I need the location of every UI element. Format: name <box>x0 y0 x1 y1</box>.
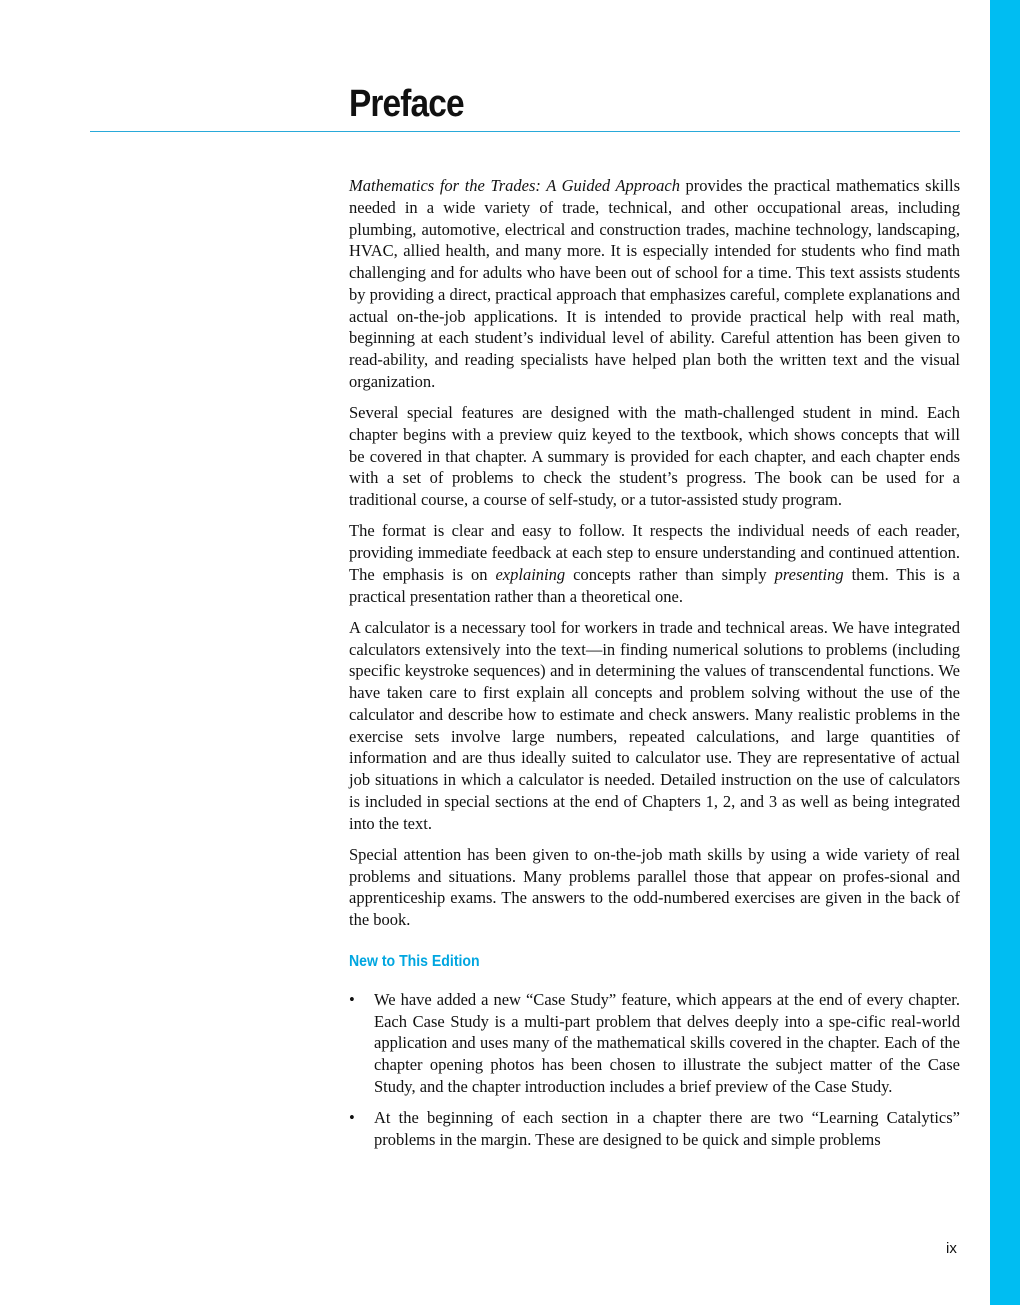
paragraph-on-the-job: Special attention has been given to on-the-job math skills by using a wide variety of real problems and situations. Many problems parallel those that appear on profes-sional and apprenticeship exams. The answers to the odd-numbered exercises are given in the back of the book. <box>349 844 960 929</box>
page-title: Preface <box>349 83 464 125</box>
new-edition-list <box>349 989 960 1151</box>
paragraph-format <box>349 520 960 607</box>
preface-body <box>349 175 960 1160</box>
paragraph-intro-text: provides the practical mathematics skills needed in a wide variety of trade, technical, and other occupational areas, including plumbing, automotive, electrical and construction trades, machine technology, landscaping, HVAC, allied health, and many more. It is especially intended for students who find math challenging and for adults who have been out of school for a time. This text assists students by providing a direct, practical approach that emphasizes careful, complete explanations and actual on-the-job applications. It is intended to provide practical help with real math, beginning at each student’s individual level of ability. Careful attention has been given to read-ability, and reading specialists have helped plan both the written text and the visual organization. <box>349 176 960 391</box>
bullet-icon: • <box>349 989 355 1009</box>
side-accent-bar <box>990 0 1020 1305</box>
bullet-icon: • <box>349 1108 355 1127</box>
paragraph-format-text-2: concepts rather than simply <box>565 564 775 584</box>
title-rule <box>90 131 960 132</box>
list-item-text: At the beginning of each section in a chapter there are two “Learning Catalytics” problems in the margin. These are designed to be quick and simple problems <box>374 1108 960 1149</box>
paragraph-features: Several special features are designed with the math-challenged student in mind. Each chapter begins with a preview quiz keyed to the textbook, which shows concepts that will be covered in that chapter. A summary is provided for each chapter, and each chapter ends with a set of problems to check the student’s progress. The book can be used for a traditional course, a course of self-study, or a tutor-assisted study program. <box>349 403 960 509</box>
list-item <box>349 989 960 1098</box>
list-item-text: We have added a new “Case Study” feature, which appears at the end of every chapter. Each Case Study is a multi-part problem that delves deeply into a spe-cific real-world application and uses many of the mathematical skills covered in the chapter. Each of the chapter opening photos has been chosen to illustrate the subject matter of the Case Study, and the chapter introduction includes a brief preview of the Case Study. <box>374 989 960 1096</box>
paragraph-format-text-1: The format is clear and easy to follow. It respects the individual needs of each reader, providing immediate feedback at each step to ensure understanding and continued attention. The emphasis is on <box>349 521 960 584</box>
page-number: ix <box>946 1240 957 1257</box>
list-item <box>349 1107 960 1151</box>
book-title: Mathematics for the Trades: A Guided Approach <box>349 176 680 195</box>
emphasis-explaining: explaining <box>495 564 566 584</box>
emphasis-presenting: presenting <box>774 564 844 584</box>
paragraph-format-text-3: them. This is a practical presentation rather than a theoretical one. <box>349 564 961 606</box>
paragraph-intro <box>349 175 960 393</box>
paragraph-calculator: A calculator is a necessary tool for workers in trade and technical areas. We have integrated calculators extensively into the text—in finding numerical solutions to problems (including specific keystroke sequences) and in determining the values of transcendental functions. We have taken care to first explain all concepts and problem solving without the use of the calculator and describe how to estimate and check answers. Many realistic problems in the exercise sets involve large numbers, repeated calculations, and large quantities of information and are thus ideally suited to calculator use. They are representative of actual job situations in which a calculator is needed. Detailed instruction on the use of calculators is included in special sections at the end of Chapters 1, 2, and 3 as well as being integrated into the text. <box>349 617 960 833</box>
section-heading-new-edition: New to This Edition <box>349 952 480 970</box>
